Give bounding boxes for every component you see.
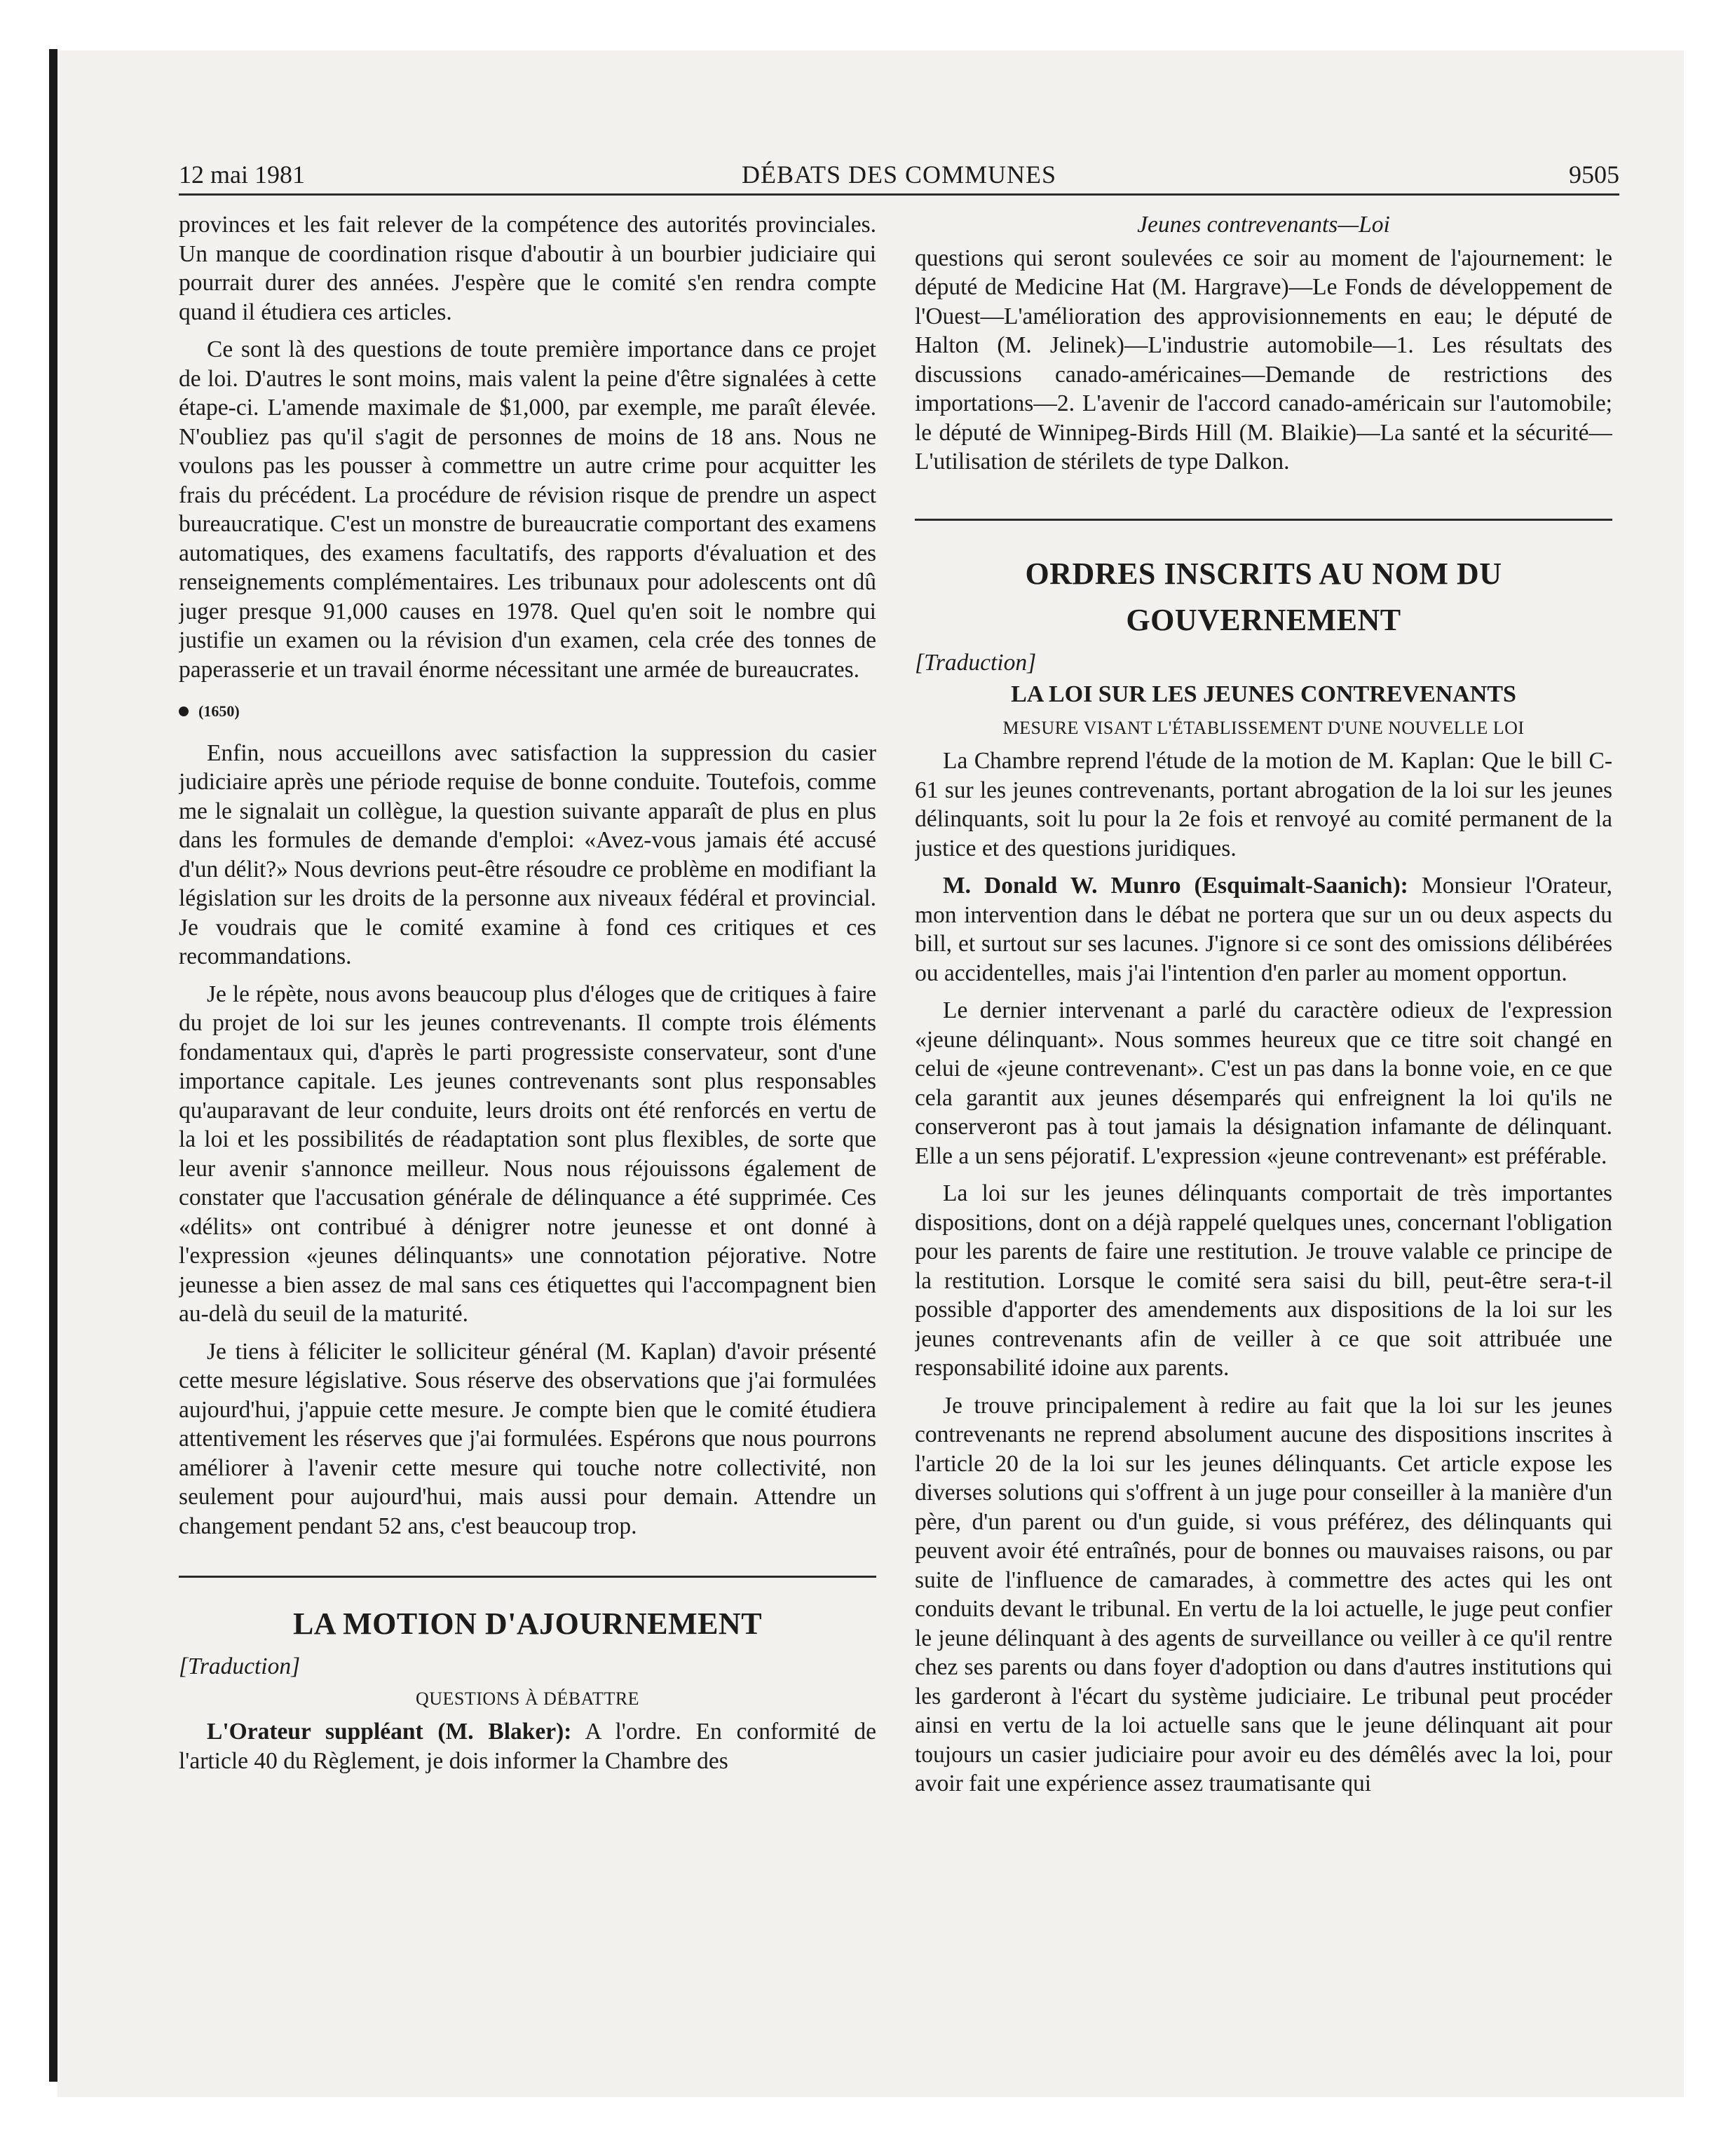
paragraph: Ce sont là des questions de toute première importance dans ce projet de loi. D'autres le sont moins, mais valent la peine d'être signalées à cette étape-ci. L'amende maximale de $1,000, par exemple, me paraît élevée. N'oubliez pas qu'il s'agit de personnes de moins de 18 ans. Nous ne voulons pas les pousser à commettre un autre crime pour acquitter les frais du précédent. La procédure de révision risque de prendre un aspect bureaucratique. C'est un monstre de bureaucratie comportant des examens automatiques, des examens facultatifs, des rapports d'évaluation et des renseignements complémentaires. Les tribunaux pour adolescents ont dû juger presque 91,000 causes en 1978. Quel qu'en soit le nombre qui justifie un examen ou la révision d'un examen, cela crée des tonnes de paperasserie et un travail énorme nécessitant une armée de bureaucrates. xyxy=(179,336,876,683)
paragraph: Je tiens à féliciter le solliciteur général (M. Kaplan) d'avoir présenté cette mesure législative. Sous réserve des observations que j'ai formulées aujourd'hui, j'appuie cette mesure. Je compte bien que le comité étudiera attentivement les réserves que j'ai formulées. Espérons que nous pourrons améliorer à l'avenir cette mesure qui touche notre collectivité, non seulement pour aujourd'hui, mais aussi pour demain. Attendre un changement pendant 52 ans, c'est beaucoup trop. xyxy=(179,1338,876,1539)
section-divider xyxy=(915,519,1612,521)
section-title: LA MOTION D'AJOURNEMENT xyxy=(292,1606,763,1641)
header-title: DÉBATS DES COMMUNES xyxy=(741,161,1057,189)
speech-paragraph xyxy=(179,1717,876,1775)
speech-text: A l'ordre. En conformité de l'article 40 du Règlement, je dois informer la Chambre des xyxy=(179,1719,876,1774)
running-head: Jeunes contrevenants—Loi xyxy=(1137,212,1390,238)
subsubsection-title: MESURE VISANT L'ÉTABLISSEMENT D'UNE NOUVELLE LOI xyxy=(1002,717,1525,738)
right-column xyxy=(915,210,1612,2068)
paragraph: Enfin, nous accueillons avec satisfaction la suppression du casier judiciaire après une période requise de bonne conduite. Toutefois, comme me le signalait un collègue, la question suivante apparaît de plus en plus dans les formules de demande d'emploi: «Avez-vous jamais été accusé d'un délit?» Nous devrions peut-être résoudre ce problème en modifiant la législation sur les droits de la personne aux niveaux fédéral et provincial. Je voudrais que le comité examine à fond ces critiques et ces recommandations. xyxy=(179,739,876,969)
speaker-name: L'Orateur suppléant (M. Blaker): xyxy=(207,1719,572,1745)
page-header xyxy=(179,160,1619,196)
left-column xyxy=(179,210,876,2068)
translation-tag: [Traduction] xyxy=(179,1653,301,1679)
speech-paragraph xyxy=(915,871,1612,988)
paragraph: provinces et les fait relever de la compétence des autorités provinciales. Un manque de coordination risque d'aboutir à un bourbier judiciaire qui pourrait durer des années. J'espère que le comité s'en rendra compte quand il étudiera ces articles. xyxy=(179,212,876,325)
paragraph: La Chambre reprend l'étude de la motion de M. Kaplan: Que le bill C-61 sur les jeunes contrevenants, portant abrogation de la loi sur les jeunes délinquants, soit lu pour la 2e fois et renvoyé au comité permanent de la justice et des questions juridiques. xyxy=(915,748,1612,861)
paragraph: questions qui seront soulevées ce soir au moment de l'ajournement: le député de Medicine Hat (M. Hargrave)—Le Fonds de développement de l'Ouest—L'amélioration des approvisionnements en eau; le député de Halton (M. Jelinek)—L'industrie automobile—1. Les résultats des discussions canado-américaines—Demande de restrictions des importations—2. L'avenir de l'accord canado-américain sur l'automobile; le député de Winnipeg-Birds Hill (M. Blaikie)—La santé et la sécurité—L'utilisation de stérilets de type Dalkon. xyxy=(915,245,1612,475)
speech-text: Monsieur l'Orateur, mon intervention dans le débat ne portera que sur un ou deux aspects du bill, et surtout sur ses lacunes. J'ignore si ce sont des omissions délibérées ou accidentelles, mais j'ai l'intention d'en parler au moment opportun. xyxy=(915,873,1612,986)
subsection-title: LA LOI SUR LES JEUNES CONTREVENANTS xyxy=(1011,681,1516,707)
section-title-line1: ORDRES INSCRITS AU NOM DU xyxy=(1025,556,1502,591)
timestamp: (1650) xyxy=(198,702,240,720)
subsection-title: QUESTIONS À DÉBATTRE xyxy=(415,1688,640,1709)
scan-margin xyxy=(0,0,50,2156)
page-number: 9505 xyxy=(1569,161,1619,189)
translation-tag: [Traduction] xyxy=(915,649,1037,676)
section-divider xyxy=(179,1576,876,1578)
speaker-name: M. Donald W. Munro (Esquimalt-Saanich): xyxy=(943,873,1408,899)
paragraph: Le dernier intervenant a parlé du caractère odieux de l'expression «jeune délinquant». Nous sommes heureux que ce titre soit changé en celui de «jeune contrevenant». C'est un pas dans la bonne voie, en ce que cela garantit aux jeunes désemparés qui enfreignent la loi qu'ils ne conserveront pas à tout jamais la désignation infamante de délinquant. Elle a un sens péjoratif. L'expression «jeune contrevenant» est préférable. xyxy=(915,997,1612,1169)
paragraph: Je le répète, nous avons beaucoup plus d'éloges que de critiques à faire du projet de loi sur les jeunes contrevenants. Il compte trois éléments fondamentaux qui, d'après le parti progressiste conservateur, sont d'une importance capitale. Les jeunes contrevenants sont plus responsables qu'auparavant de leur conduite, leurs droits ont été renforcés en vertu de la loi et les possibilités de réadaptation sont plus flexibles, de sorte que leur avenir s'annonce meilleur. Nous nous réjouissons également de constater que l'accusation générale de délinquance a été supprimée. Ces «délits» ont contribué à dénigrer notre jeunesse et ont donné à l'expression «jeunes délinquants» une connotation péjorative. Notre jeunesse a bien assez de mal sans ces étiquettes qui l'accompagnent bien au-delà du seuil de la maturité. xyxy=(179,981,876,1327)
paragraph: La loi sur les jeunes délinquants comportait de très importantes dispositions, dont on a déjà rappelé quelques unes, concernant l'obligation pour les parents de faire une restitution. Je trouve valable ce principe de la restitution. Lorsque le comité sera saisi du bill, peut-être sera-t-il possible d'apporter des amendements aux dispositions de la loi sur les jeunes contrevenants afin de veiller à ce que soit attribuée une responsabilité idoine aux parents. xyxy=(915,1180,1612,1381)
bullet-icon xyxy=(179,707,189,716)
timestamp-marker xyxy=(179,697,876,726)
paragraph: Je trouve principalement à redire au fait que la loi sur les jeunes contrevenants ne reprend absolument aucune des dispositions inscrites à l'article 20 de la loi sur les jeunes délinquants. Cet article expose les diverses solutions qui s'offrent à un juge pour conseiller à la manière d'un père, d'un parent ou d'un guide, si vous préférez, des délinquants qui peuvent avoir été entraînés, pour de bonnes ou mauvaises raisons, ou par suite de l'influence de camarades, à commettre des actes qui les ont conduits devant le tribunal. En vertu de la loi actuelle, le juge peut confier le jeune délinquant à des agents de surveillance ou veiller à ce qu'il rentre chez ses parents ou dans foyer d'adoption ou dans d'autres institutions qui les garderont à l'écart du système judiciaire. Le tribunal peut procéder ainsi en vertu de la loi actuelle sans que le jeune délinquant ait pour toujours un casier judiciaire pour avoir eu des démêlés avec la loi, pour avoir fait une expérience assez traumatisante qui xyxy=(915,1392,1612,1796)
header-date: 12 mai 1981 xyxy=(179,161,305,189)
section-title-line2: GOUVERNEMENT xyxy=(1126,602,1401,637)
